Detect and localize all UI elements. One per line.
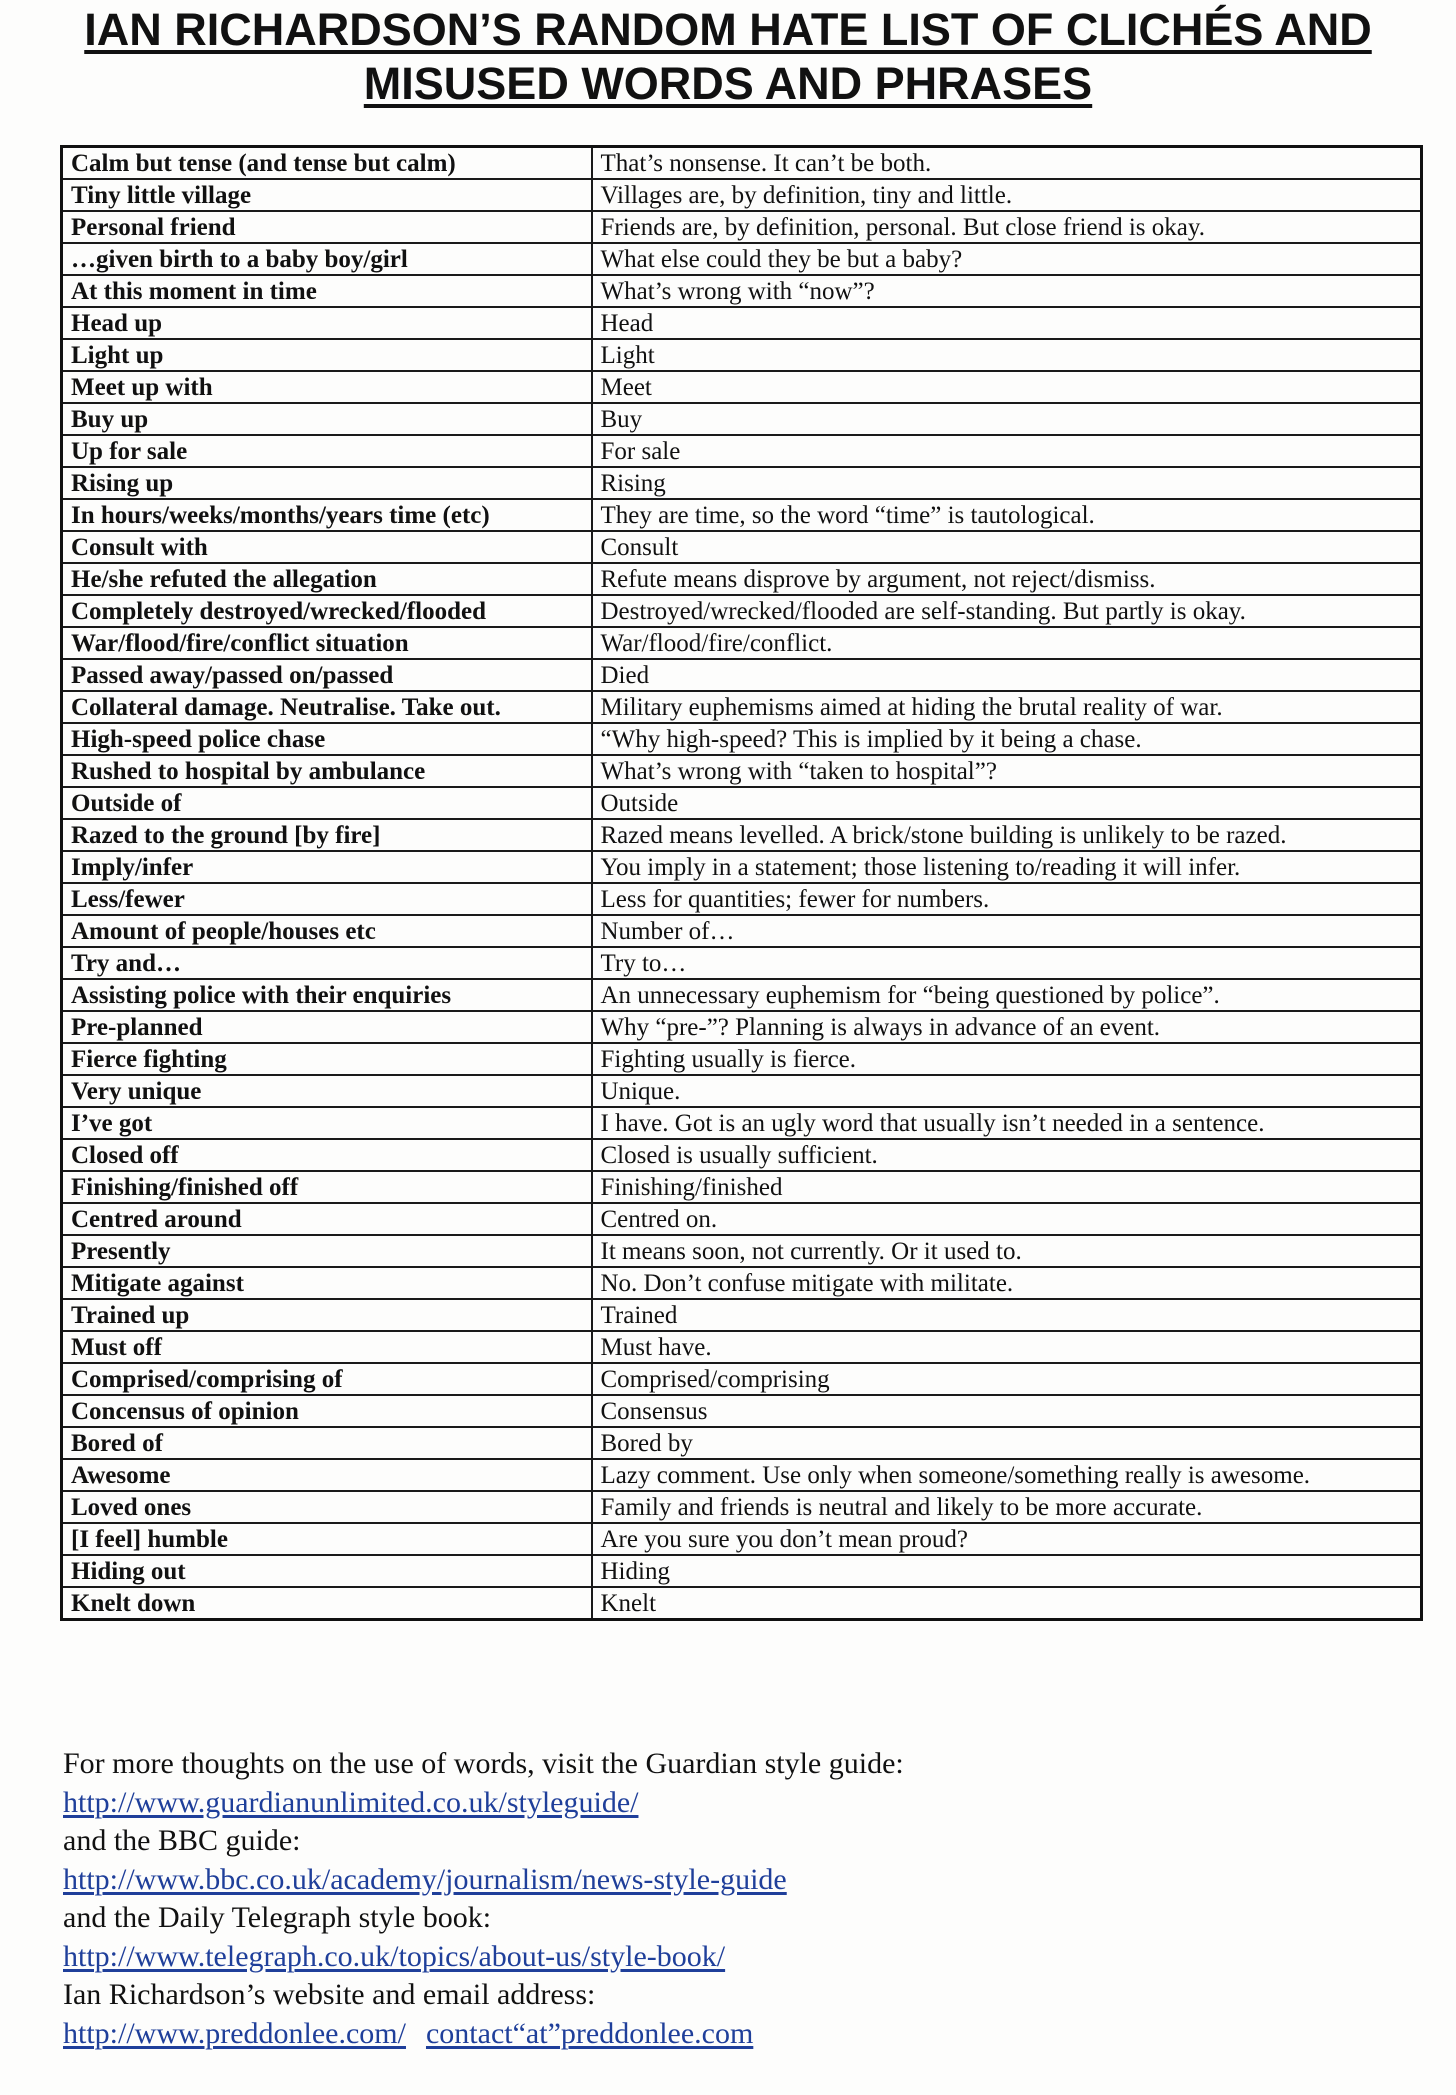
comment-cell: Try to… [592, 947, 1422, 979]
comment-cell: Villages are, by definition, tiny and little. [592, 179, 1422, 211]
phrase-cell: High-speed police chase [62, 723, 592, 755]
comment-cell: Finishing/finished [592, 1171, 1422, 1203]
comment-cell: Bored by [592, 1427, 1422, 1459]
phrase-cell: Meet up with [62, 371, 592, 403]
table-row [62, 531, 1422, 563]
table-row [62, 723, 1422, 755]
comment-cell: Consult [592, 531, 1422, 563]
table-row [62, 467, 1422, 499]
phrase-cell: Mitigate against [62, 1267, 592, 1299]
phrase-cell: At this moment in time [62, 275, 592, 307]
comment-cell: Must have. [592, 1331, 1422, 1363]
phrase-cell: Concensus of opinion [62, 1395, 592, 1427]
author-intro: Ian Richardson’s website and email address: [63, 1978, 596, 2011]
comment-cell: Friends are, by definition, personal. But close friend is okay. [592, 211, 1422, 243]
table-row [62, 1171, 1422, 1203]
table-row [62, 403, 1422, 435]
table-row [62, 691, 1422, 723]
phrase-cell: In hours/weeks/months/years time (etc) [62, 499, 592, 531]
comment-cell: They are time, so the word “time” is tautological. [592, 499, 1422, 531]
page-title-line-1: IAN RICHARDSON’S RANDOM HATE LIST OF CLICHÉS AND [84, 4, 1372, 55]
telegraph-style-book-link[interactable]: http://www.telegraph.co.uk/topics/about-us/style-book/ [63, 1939, 726, 1973]
comment-cell: It means soon, not currently. Or it used to. [592, 1235, 1422, 1267]
comment-cell: Light [592, 339, 1422, 371]
comment-cell: Are you sure you don’t mean proud? [592, 1523, 1422, 1555]
table-row [62, 1395, 1422, 1427]
comment-cell: You imply in a statement; those listening to/reading it will infer. [592, 851, 1422, 883]
phrase-cell: Up for sale [62, 435, 592, 467]
phrase-cell: Very unique [62, 1075, 592, 1107]
comment-cell: I have. Got is an ugly word that usually isn’t needed in a sentence. [592, 1107, 1422, 1139]
phrase-cell: Presently [62, 1235, 592, 1267]
phrase-cell: [I feel] humble [62, 1523, 592, 1555]
comment-cell: Less for quantities; fewer for numbers. [592, 883, 1422, 915]
guardian-style-guide-link[interactable]: http://www.guardianunlimited.co.uk/styleguide/ [63, 1785, 639, 1819]
page-title-line-2: MISUSED WORDS AND PHRASES [363, 58, 1093, 109]
table-row [62, 275, 1422, 307]
phrase-cell: Collateral damage. Neutralise. Take out. [62, 691, 592, 723]
table-row [62, 563, 1422, 595]
phrase-cell: Calm but tense (and tense but calm) [62, 147, 592, 180]
phrase-cell: Finishing/finished off [62, 1171, 592, 1203]
table-row [62, 307, 1422, 339]
table-row [62, 1107, 1422, 1139]
comment-cell: What else could they be but a baby? [592, 243, 1422, 275]
comment-cell: Lazy comment. Use only when someone/something really is awesome. [592, 1459, 1422, 1491]
phrase-cell: Centred around [62, 1203, 592, 1235]
phrase-cell: I’ve got [62, 1107, 592, 1139]
table-row [62, 755, 1422, 787]
comment-cell: Knelt [592, 1587, 1422, 1620]
telegraph-intro: and the Daily Telegraph style book: [63, 1901, 492, 1934]
table-row [62, 1011, 1422, 1043]
comment-cell: Outside [592, 787, 1422, 819]
hate-list-body [62, 147, 1422, 1620]
table-row [62, 1299, 1422, 1331]
comment-cell: Destroyed/wrecked/flooded are self-standing. But partly is okay. [592, 595, 1422, 627]
table-row [62, 1587, 1422, 1620]
comment-cell: Died [592, 659, 1422, 691]
phrase-cell: Amount of people/houses etc [62, 915, 592, 947]
comment-cell: Refute means disprove by argument, not reject/dismiss. [592, 563, 1422, 595]
phrase-cell: Head up [62, 307, 592, 339]
phrase-cell: Rising up [62, 467, 592, 499]
bbc-style-guide-link[interactable]: http://www.bbc.co.uk/academy/journalism/news-style-guide [63, 1862, 787, 1896]
phrase-cell: Imply/infer [62, 851, 592, 883]
table-row [62, 787, 1422, 819]
phrase-cell: Comprised/comprising of [62, 1363, 592, 1395]
phrase-cell: Buy up [62, 403, 592, 435]
phrase-cell: Razed to the ground [by fire] [62, 819, 592, 851]
table-row [62, 1139, 1422, 1171]
comment-cell: Number of… [592, 915, 1422, 947]
comment-cell: What’s wrong with “now”? [592, 275, 1422, 307]
phrase-cell: Hiding out [62, 1555, 592, 1587]
table-row [62, 435, 1422, 467]
phrase-cell: Passed away/passed on/passed [62, 659, 592, 691]
author-website-link[interactable]: http://www.preddonlee.com/ [63, 2016, 406, 2050]
table-row [62, 979, 1422, 1011]
phrase-cell: Outside of [62, 787, 592, 819]
comment-cell: That’s nonsense. It can’t be both. [592, 147, 1422, 180]
table-row [62, 883, 1422, 915]
comment-cell: Buy [592, 403, 1422, 435]
phrase-cell: Bored of [62, 1427, 592, 1459]
phrase-cell: Personal friend [62, 211, 592, 243]
phrase-cell: Knelt down [62, 1587, 592, 1620]
comment-cell: Closed is usually sufficient. [592, 1139, 1422, 1171]
comment-cell: Centred on. [592, 1203, 1422, 1235]
phrase-cell: War/flood/fire/conflict situation [62, 627, 592, 659]
comment-cell: Razed means levelled. A brick/stone building is unlikely to be razed. [592, 819, 1422, 851]
footer-references [63, 1745, 1393, 2053]
comment-cell: Unique. [592, 1075, 1422, 1107]
phrase-cell: Must off [62, 1331, 592, 1363]
phrase-cell: Consult with [62, 531, 592, 563]
table-row [62, 851, 1422, 883]
phrase-cell: Awesome [62, 1459, 592, 1491]
phrase-cell: Loved ones [62, 1491, 592, 1523]
table-row [62, 1459, 1422, 1491]
phrase-cell: Closed off [62, 1139, 592, 1171]
comment-cell: “Why high-speed? This is implied by it being a chase. [592, 723, 1422, 755]
table-row [62, 1235, 1422, 1267]
phrase-cell: Try and… [62, 947, 592, 979]
table-row [62, 915, 1422, 947]
phrase-cell: Tiny little village [62, 179, 592, 211]
comment-cell: Comprised/comprising [592, 1363, 1422, 1395]
table-row [62, 1427, 1422, 1459]
table-row [62, 1491, 1422, 1523]
bbc-intro: and the BBC guide: [63, 1824, 301, 1857]
comment-cell: Meet [592, 371, 1422, 403]
comment-cell: Hiding [592, 1555, 1422, 1587]
phrase-cell: …given birth to a baby boy/girl [62, 243, 592, 275]
phrase-cell: Less/fewer [62, 883, 592, 915]
phrase-cell: Assisting police with their enquiries [62, 979, 592, 1011]
comment-cell: An unnecessary euphemism for “being questioned by police”. [592, 979, 1422, 1011]
phrase-cell: He/she refuted the allegation [62, 563, 592, 595]
author-email-link[interactable]: contact“at”preddonlee.com [425, 2016, 754, 2050]
table-row [62, 1043, 1422, 1075]
table-row [62, 595, 1422, 627]
table-row [62, 1203, 1422, 1235]
phrase-cell: Pre-planned [62, 1011, 592, 1043]
comment-cell: Trained [592, 1299, 1422, 1331]
phrase-cell: Rushed to hospital by ambulance [62, 755, 592, 787]
comment-cell: Fighting usually is fierce. [592, 1043, 1422, 1075]
table-row [62, 1075, 1422, 1107]
comment-cell: Military euphemisms aimed at hiding the brutal reality of war. [592, 691, 1422, 723]
comment-cell: War/flood/fire/conflict. [592, 627, 1422, 659]
comment-cell: Head [592, 307, 1422, 339]
comment-cell: No. Don’t confuse mitigate with militate. [592, 1267, 1422, 1299]
comment-cell: Why “pre-”? Planning is always in advance of an event. [592, 1011, 1422, 1043]
phrase-cell: Trained up [62, 1299, 592, 1331]
comment-cell: Consensus [592, 1395, 1422, 1427]
footer-intro: For more thoughts on the use of words, visit the Guardian style guide: [63, 1747, 904, 1780]
comment-cell: For sale [592, 435, 1422, 467]
table-row [62, 819, 1422, 851]
phrase-cell: Fierce fighting [62, 1043, 592, 1075]
comment-cell: Family and friends is neutral and likely to be more accurate. [592, 1491, 1422, 1523]
table-row [62, 339, 1422, 371]
table-row [62, 947, 1422, 979]
phrase-cell: Completely destroyed/wrecked/flooded [62, 595, 592, 627]
table-row [62, 147, 1422, 180]
table-row [62, 243, 1422, 275]
table-row [62, 1363, 1422, 1395]
table-row [62, 371, 1422, 403]
table-row [62, 1523, 1422, 1555]
comment-cell: Rising [592, 467, 1422, 499]
table-row [62, 1331, 1422, 1363]
table-row [62, 1555, 1422, 1587]
phrase-cell: Light up [62, 339, 592, 371]
table-row [62, 499, 1422, 531]
comment-cell: What’s wrong with “taken to hospital”? [592, 755, 1422, 787]
table-row [62, 211, 1422, 243]
table-row [62, 627, 1422, 659]
hate-list-table [60, 145, 1423, 1621]
table-row [62, 659, 1422, 691]
table-row [62, 179, 1422, 211]
table-row [62, 1267, 1422, 1299]
